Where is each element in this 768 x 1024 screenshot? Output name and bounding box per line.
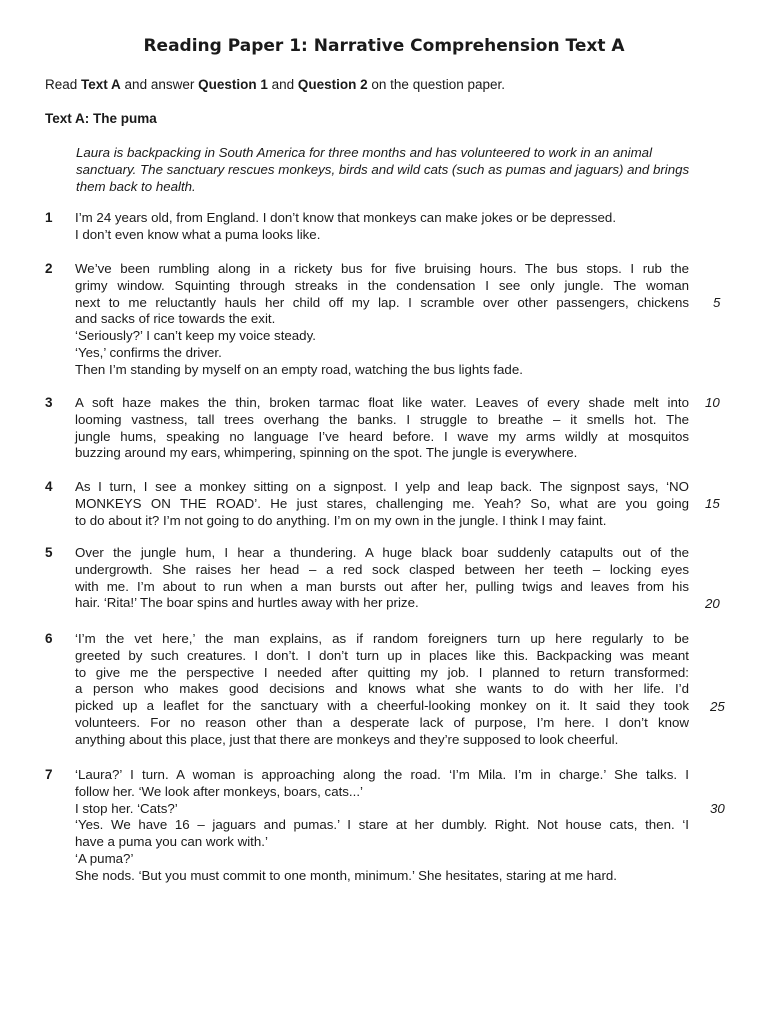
line-number-10: 10 (705, 395, 720, 410)
paragraph-line: to do about it? I’m not going to do anything. I’m on my own in the jungle. I think I may faint. (75, 512, 607, 528)
page-title: Reading Paper 1: Narrative Comprehension Text A (143, 36, 625, 56)
paragraph-number: 4 (45, 479, 53, 494)
paragraph-line: hair. ‘Rita!’ The boar spins and hurtles away with her prize. (75, 595, 419, 611)
instruction-mid2: and (267, 77, 298, 92)
paragraph-line: have a puma you can work with.’ (75, 834, 268, 850)
paragraph-line: ‘Yes. We have 16 – jaguars and pumas.’ I stare at her dumbly. Right. Not house cats, then. ‘I (75, 817, 689, 833)
paragraph-line: ‘Seriously?’ I can’t keep my voice steady. (75, 328, 316, 344)
paragraph-line: As I turn, I see a monkey sitting on a signpost. I yelp and leap back. The signpost says, ‘NO (75, 479, 689, 494)
paragraph-line: and sacks of rice towards the exit. (75, 311, 276, 327)
paragraph-body (75, 479, 689, 529)
instruction-question-1: Question 1 (198, 77, 268, 92)
paragraph-line: buzzing around my ears, whimpering, spinning on the spot. The jungle is everywhere. (75, 445, 578, 461)
paragraph-line: I’m 24 years old, from England. I don’t know that monkeys can make jokes or be depressed. (75, 210, 617, 225)
paragraph-line: volunteers. For no reason other than a desperate lack of purpose, I’m here. I don’t know (75, 714, 689, 730)
paragraph-number: 7 (45, 767, 53, 782)
instruction-prefix: Read (45, 77, 82, 92)
paragraph-line: with me. I’m about to run when a man bursts out after her, pulling twigs and leaves from his (75, 578, 689, 594)
paragraph-line: follow her. ‘We look after monkeys, boars, cats...’ (75, 783, 363, 799)
paragraph-number: 6 (45, 631, 53, 646)
instruction-question-2: Question 2 (297, 77, 368, 92)
paragraph-line: ‘Laura?’ I turn. A woman is approaching along the road. ‘I’m Mila. I’m in charge.’ She talks. I (75, 767, 689, 782)
paragraph-body (75, 261, 689, 379)
paragraph-body (75, 545, 689, 612)
paragraph-number: 3 (45, 395, 53, 410)
paragraph-line: next to me reluctantly hauls her child off my lap. I scramble over other passengers, chickens (75, 294, 689, 310)
paragraph-line: MONKEYS ON THE ROAD’. He just stares, challenging me. Yeah? So, what are you going (75, 495, 689, 511)
paragraph-line: She nods. ‘But you must commit to one month, minimum.’ She hesitates, staring at me hard. (75, 867, 617, 883)
paragraph-line: Then I’m standing by myself on an empty road, watching the bus lights fade. (75, 361, 523, 377)
paragraph-number: 5 (45, 545, 53, 560)
paragraph-line: I don’t even know what a puma looks like. (75, 226, 321, 242)
paragraph-number: 2 (45, 261, 53, 276)
instruction-text-a: Text A (81, 77, 121, 92)
intro-paragraph: Laura is backpacking in South America for three months and has volunteered to work in an animal sanctuary. The sanctuary rescues monkeys, birds and wild cats (such as pumas and jaguars) and brings them back to health. (76, 145, 690, 194)
paragraph-line: greeted by such creatures. I don’t. I don’t turn up in places like this. Backpacking was meant (75, 647, 689, 663)
paragraph-line: ‘A puma?’ (75, 850, 134, 866)
paragraph-body (75, 767, 689, 885)
paragraph-line: jungle hums, speaking no language I’ve heard before. I wave my arms wildly at mosquitos (75, 428, 689, 444)
paragraph-line: to give me the perspective I needed after quitting my job. I planned to return transformed: (75, 664, 689, 680)
instruction-line (45, 77, 505, 92)
paragraph-line: a person who makes good decisions and knows what she wants to do with her life. I’d (75, 681, 689, 697)
paragraph-line: looming vastness, tall trees overhang the banks. I struggle to breathe – it smells hot. The (75, 411, 689, 427)
paragraph-body (75, 210, 689, 244)
instruction-mid1: and answer (120, 77, 199, 92)
line-number-30: 30 (710, 801, 725, 816)
paragraph-line: I stop her. ‘Cats?’ (75, 800, 178, 816)
paragraph-line: We’ve been rumbling along in a rickety bus for five bruising hours. The bus stops. I rub the (75, 261, 689, 276)
paragraph-line: grimy window. Squinting through streaks in the condensation I see only jungle. The woman (75, 277, 689, 293)
paragraph-line: A soft haze makes the thin, broken tarmac float like water. Leaves of every shade melt into (75, 395, 689, 410)
line-number-5: 5 (713, 295, 721, 310)
paragraph-body (75, 395, 689, 462)
instruction-suffix: on the question paper. (367, 77, 506, 92)
paragraph-line: picked up a leaflet for the sanctuary with a cheerful-looking monkey on it. It said they took (75, 698, 689, 714)
paragraph-line: undergrowth. She raises her head – a red sock clasped between her teeth – locking eyes (75, 561, 689, 577)
paragraph-line: ‘I’m the vet here,’ the man explains, as if random foreigners turn up here regularly to be (75, 631, 689, 646)
line-number-15: 15 (705, 496, 720, 511)
paragraph-line: ‘Yes,’ confirms the driver. (75, 344, 222, 360)
paragraph-line: anything about this place, just that there are monkeys and they’re supposed to look cheerful. (75, 731, 619, 747)
paragraph-body (75, 631, 689, 749)
paragraph-number: 1 (45, 210, 53, 225)
paragraph-line: Over the jungle hum, I hear a thundering. A huge black boar suddenly catapults out of the (75, 545, 689, 560)
line-number-25: 25 (710, 699, 725, 714)
line-number-20: 20 (705, 596, 720, 611)
text-heading: Text A: The puma (45, 111, 157, 126)
